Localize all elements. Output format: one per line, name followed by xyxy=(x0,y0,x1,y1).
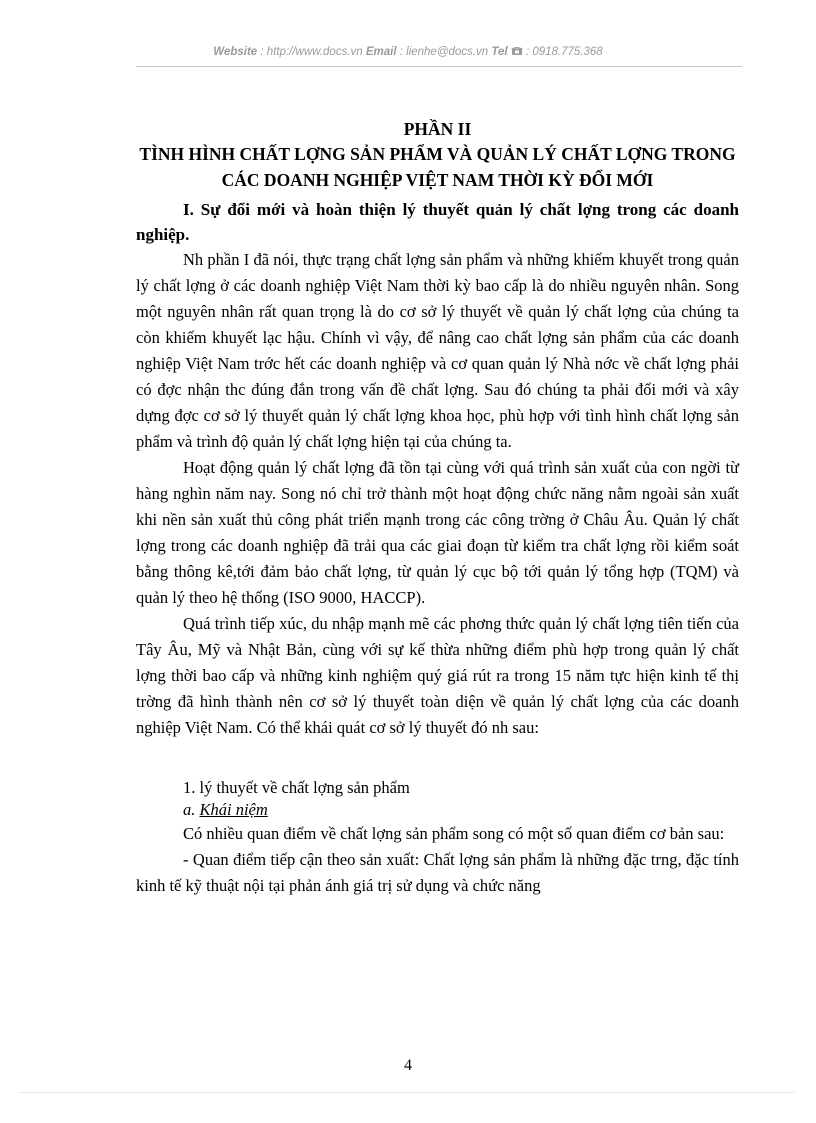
page-number: 4 xyxy=(404,1057,412,1074)
email-value: : lienhe@docs.vn xyxy=(399,46,489,58)
part-title: PHẦN II xyxy=(403,119,472,139)
phone-icon xyxy=(511,46,523,56)
paragraph: Có nhiều quan điểm về chất lợng sản phẩm song có một số quan điểm cơ bản sau: xyxy=(183,824,725,843)
page-header xyxy=(0,46,816,58)
website-value: : http://www.docs.vn xyxy=(260,46,363,58)
paragraph: Hoạt động quản lý chất lợng đã tồn tại cùng với quá trình sản xuất của con ngời từ hàng nghìn năm nay. Song nó chỉ trở thành một hoạt động chức năng nằm ngoài sản xuất khi nền sản xuất thủ công phát triển mạnh trong các công trờng ở Châu Âu. Quản lý chất lợng trong các doanh nghiệp đã trải qua các giai đoạn từ kiểm tra chất lợng rồi kiểm soát bằng thông kê,tới đảm bảo chất lợng, từ quản lý cục bộ tới quản lý tổng hợp (TQM) và quản lý theo hệ thống (ISO 9000, HACCP). xyxy=(136,458,739,607)
document-body xyxy=(136,117,739,899)
paragraph: - Quan điểm tiếp cận theo sản xuất: Chất lợng sản phẩm là những đặc trng, đặc tính kinh tế kỹ thuật nội tại phản ánh giá trị sử dụng và chức năng xyxy=(136,850,739,895)
footer-divider xyxy=(20,1092,796,1093)
paragraph: Quá trình tiếp xúc, du nhập mạnh mẽ các phơng thức quản lý chất lợng tiên tiến của Tây Âu, Mỹ và Nhật Bản, cùng với sự kế thừa những điểm phù hợp trong quản lý chất lợng thời bao cấp và những kinh nghiệm quý giá rút ra trong 15 năm tực hiện kinh tế thị trờng đã hình thành nên cơ sở lý thuyết toàn diện về quản lý chất lợng của các doanh nghiệp Việt Nam. Có thể khái quát cơ sở lý thuyết đó nh sau: xyxy=(136,614,739,737)
section-heading: I. Sự đổi mới và hoàn thiện lý thuyết quản lý chất lợng trong các doanh nghiệp. xyxy=(136,200,739,244)
paragraph: Nh phần I đã nói, thực trạng chất lợng sản phẩm và những khiếm khuyết trong quản lý chất lợng ở các doanh nghiệp Việt Nam thời kỳ bao cấp là do nhiều nguyên nhân. Song một nguyên nhân rất quan trọng là do cơ sở lý thuyết về quản lý chất lợng của chúng ta còn khiếm khuyết lạc hậu. Chính vì vậy, để nâng cao chất lợng sản phẩm của các doanh nghiệp Việt Nam trớc hết các doanh nghiệp và cơ quan quản lý Nhà nớc về chất lợng phải có đợc nhận thc đúng đắn trong vấn đề chất lợng. Sau đó chúng ta phải đổi mới và xây dựng đợc cơ sở lý thuyết quản lý chất lợng khoa học, phù hợp với tình hình chất lợng sản phẩm và trình độ quản lý chất lợng hiện tại của chúng ta. xyxy=(136,250,739,451)
subsubsection-prefix: a. xyxy=(183,800,196,819)
header-divider xyxy=(136,66,742,67)
subsubsection-heading xyxy=(136,799,739,821)
subsubsection-title: Khái niệm xyxy=(199,800,268,819)
subsection-heading: 1. lý thuyết về chất lợng sản phẩm xyxy=(183,778,410,797)
website-label: Website xyxy=(213,46,258,58)
chapter-title: TÌNH HÌNH CHẤT LỢNG SẢN PHẨM VÀ QUẢN LÝ CHẤT LỢNG TRONG CÁC DOANH NGHIỆP VIỆT NAM THỜI KỲ ĐỔI MỚI xyxy=(139,144,736,190)
email-label: Email xyxy=(365,46,397,58)
spacer xyxy=(136,741,739,777)
tel-value: : 0918.775.368 xyxy=(525,46,603,58)
tel-label: Tel xyxy=(491,46,508,58)
